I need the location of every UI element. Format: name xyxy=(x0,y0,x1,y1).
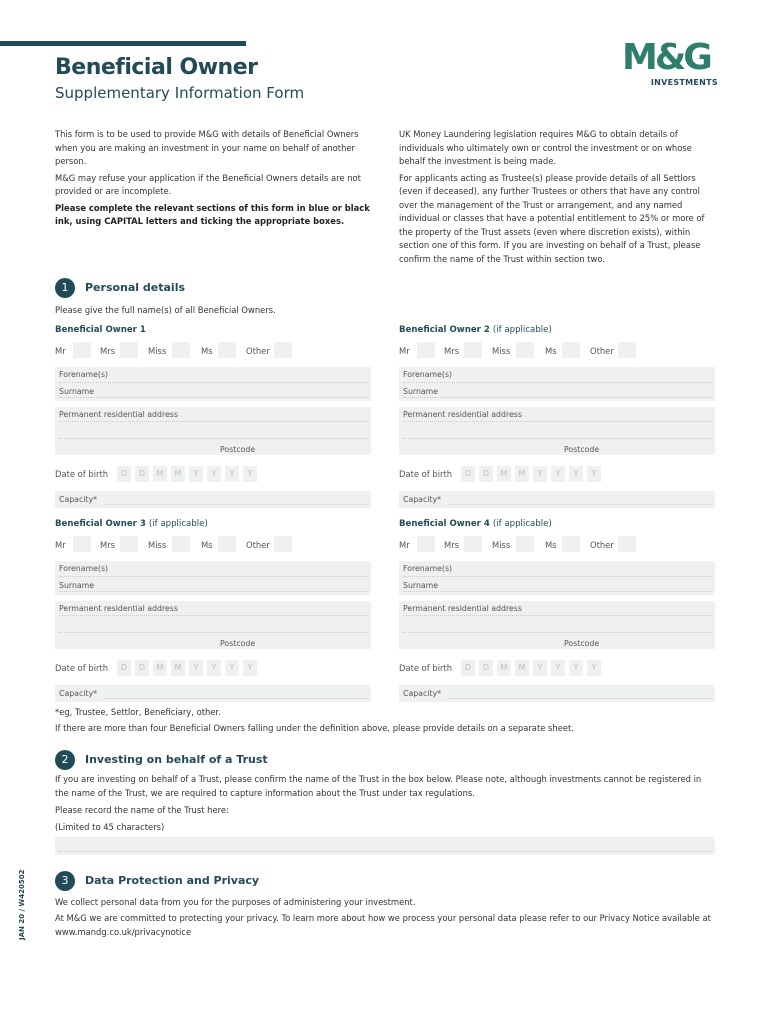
field-dotted-line xyxy=(59,421,367,422)
intro-paragraph: This form is to be used to provide M&G with details of Beneficial Owners when you are making an investment in your name on behalf of another person. xyxy=(55,129,359,166)
dob-digit-box[interactable]: Y xyxy=(207,660,221,676)
surname-label: Surname xyxy=(59,387,95,396)
privacy-notice-text: At M&G we are committed to protecting your privacy. To learn more about how we process your personal data please refer to our Privacy Notice available at www.mandg.co.uk/privacynotice xyxy=(55,913,711,937)
title-checkbox[interactable] xyxy=(172,536,190,552)
address-field[interactable] xyxy=(399,407,715,455)
title-checkbox[interactable] xyxy=(172,342,190,358)
logo-text: M&G xyxy=(622,37,710,78)
address-label: Permanent residential address xyxy=(403,410,522,419)
field-dotted-line xyxy=(59,615,367,616)
address-field[interactable] xyxy=(55,407,371,455)
forenames-label: Forename(s) xyxy=(59,564,109,573)
title-label: Other xyxy=(246,346,270,356)
beneficial-owner-2 xyxy=(399,324,715,509)
title-checkbox[interactable] xyxy=(516,342,534,358)
title-label: Mr xyxy=(399,540,410,550)
logo-subtext: INVESTMENTS xyxy=(650,78,718,87)
title-label: Mrs xyxy=(444,540,460,550)
field-dotted-line xyxy=(403,615,711,616)
dob-digit-box[interactable]: D xyxy=(117,660,131,676)
title-label: Mr xyxy=(55,540,66,550)
title-label: Other xyxy=(590,346,614,356)
title-checkbox[interactable] xyxy=(464,536,482,552)
dob-digit-box[interactable]: M xyxy=(497,660,511,676)
dob-digit-box[interactable]: Y xyxy=(551,660,565,676)
dob-digit-box[interactable]: Y xyxy=(189,466,203,482)
field-dotted-line xyxy=(403,591,711,592)
name-field[interactable] xyxy=(55,367,371,401)
title-label: Miss xyxy=(148,346,167,356)
dob-field[interactable] xyxy=(461,660,611,676)
page-subtitle: Supplementary Information Form xyxy=(55,84,305,102)
dob-digit-box[interactable]: M xyxy=(515,660,529,676)
dob-digit-box[interactable]: D xyxy=(461,466,475,482)
field-dotted-line xyxy=(59,397,367,398)
section1-instruction: Please give the full name(s) of all Beneficial Owners. xyxy=(55,305,276,315)
section-heading-3: Data Protection and Privacy xyxy=(85,874,260,887)
dob-label: Date of birth xyxy=(399,469,453,479)
owner-heading: Beneficial Owner 2 (if applicable) xyxy=(399,325,552,335)
section-heading-2: Investing on behalf of a Trust xyxy=(85,753,268,766)
title-checkbox[interactable] xyxy=(562,536,580,552)
section-heading-1: Personal details xyxy=(85,281,186,294)
field-dotted-line xyxy=(59,382,367,383)
capacity-field[interactable] xyxy=(399,491,715,508)
title-checkbox[interactable] xyxy=(274,342,292,358)
dob-field[interactable] xyxy=(461,466,611,482)
capacity-footnote: *eg, Trustee, Settlor, Beneficiary, other. xyxy=(55,707,221,717)
dob-digit-box[interactable]: M xyxy=(515,466,529,482)
title-checkbox[interactable] xyxy=(417,536,435,552)
dob-digit-box[interactable]: M xyxy=(171,660,185,676)
title-checkbox[interactable] xyxy=(464,342,482,358)
title-checkbox[interactable] xyxy=(618,342,636,358)
dob-digit-box[interactable]: M xyxy=(153,466,167,482)
section-number-3: 3 xyxy=(55,871,75,891)
title-label: Mrs xyxy=(100,346,116,356)
dob-digit-box[interactable]: Y xyxy=(551,466,565,482)
forenames-label: Forename(s) xyxy=(403,370,453,379)
capacity-field[interactable] xyxy=(399,685,715,702)
dob-digit-box[interactable]: D xyxy=(117,466,131,482)
title-label: Ms xyxy=(545,540,557,550)
field-dotted-line xyxy=(59,576,367,577)
title-checkbox[interactable] xyxy=(73,536,91,552)
capacity-label: Capacity* xyxy=(59,689,97,698)
title-label: Miss xyxy=(148,540,167,550)
dob-digit-box[interactable]: Y xyxy=(533,660,547,676)
title-checkbox[interactable] xyxy=(120,342,138,358)
forenames-label: Forename(s) xyxy=(403,564,453,573)
beneficial-owner-3 xyxy=(55,518,371,703)
name-field[interactable] xyxy=(55,561,371,595)
field-dotted-line xyxy=(105,698,367,699)
title-label: Other xyxy=(246,540,270,550)
title-checkbox[interactable] xyxy=(274,536,292,552)
capacity-field[interactable] xyxy=(55,685,371,702)
postcode-label: Postcode xyxy=(220,445,256,454)
surname-label: Surname xyxy=(403,387,439,396)
address-label: Permanent residential address xyxy=(59,410,178,419)
title-label: Other xyxy=(590,540,614,550)
dob-digit-box[interactable]: Y xyxy=(243,466,257,482)
postcode-label: Postcode xyxy=(220,639,256,648)
mg-logo xyxy=(622,37,718,88)
dob-digit-box[interactable]: Y xyxy=(569,466,583,482)
field-dotted-line xyxy=(59,851,711,852)
capacity-field[interactable] xyxy=(55,491,371,508)
field-dotted-line xyxy=(403,576,711,577)
title-label: Mrs xyxy=(444,346,460,356)
address-field[interactable] xyxy=(55,601,371,649)
dob-digit-box[interactable]: D xyxy=(135,466,149,482)
surname-label: Surname xyxy=(59,581,95,590)
dob-digit-box[interactable]: Y xyxy=(189,660,203,676)
forenames-label: Forename(s) xyxy=(59,370,109,379)
field-dotted-line xyxy=(105,504,367,505)
capacity-label: Capacity* xyxy=(403,689,441,698)
postcode-label: Postcode xyxy=(564,639,600,648)
dob-digit-box[interactable]: Y xyxy=(587,660,601,676)
title-label: Ms xyxy=(201,346,213,356)
title-label: Miss xyxy=(492,540,511,550)
intro-paragraph: M&G may refuse your application if the Beneficial Owners details are not provided or are incomplete. xyxy=(55,172,361,196)
form-reference-code: JAN 20 / W420502 xyxy=(18,869,26,940)
capacity-label: Capacity* xyxy=(403,495,441,504)
title-label: Mrs xyxy=(100,540,116,550)
surname-label: Surname xyxy=(403,581,439,590)
title-checkbox[interactable] xyxy=(218,536,236,552)
section-number-2: 2 xyxy=(55,750,75,770)
title-checkbox[interactable] xyxy=(417,342,435,358)
capacity-label: Capacity* xyxy=(59,495,97,504)
title-label: Ms xyxy=(545,346,557,356)
dob-digit-box[interactable]: D xyxy=(479,660,493,676)
top-accent-bar xyxy=(0,41,246,46)
section2-text: If you are investing on behalf of a Trust, please confirm the name of the Trust in the box below. Please note, although investments cannot be registered in the name of the Trust, we are required to capture information about the Trust under tax regulations. xyxy=(55,774,702,798)
owner-heading: Beneficial Owner 1 xyxy=(55,325,146,335)
owner-heading: Beneficial Owner 3 (if applicable) xyxy=(55,519,208,529)
title-checkbox[interactable] xyxy=(516,536,534,552)
intro-right xyxy=(399,128,714,266)
dob-digit-box[interactable]: M xyxy=(497,466,511,482)
title-checkbox[interactable] xyxy=(562,342,580,358)
beneficial-owner-1 xyxy=(55,324,371,509)
field-dotted-line xyxy=(403,397,711,398)
field-dotted-line xyxy=(403,438,711,439)
title-label: Mr xyxy=(55,346,66,356)
dob-digit-box[interactable]: D xyxy=(479,466,493,482)
title-checkbox[interactable] xyxy=(120,536,138,552)
dob-digit-box[interactable]: Y xyxy=(569,660,583,676)
section3-text: We collect personal data from you for the purposes of administering your investment. xyxy=(55,897,416,907)
trust-name-field[interactable] xyxy=(55,837,715,855)
dob-digit-box[interactable]: D xyxy=(461,660,475,676)
field-dotted-line xyxy=(403,632,711,633)
name-field[interactable] xyxy=(399,561,715,595)
dob-field[interactable] xyxy=(117,466,267,482)
dob-label: Date of birth xyxy=(399,663,453,673)
field-dotted-line xyxy=(449,504,711,505)
dob-digit-box[interactable]: Y xyxy=(207,466,221,482)
dob-label: Date of birth xyxy=(55,663,109,673)
section-number-1: 1 xyxy=(55,278,75,298)
dob-digit-box[interactable]: Y xyxy=(243,660,257,676)
field-dotted-line xyxy=(59,438,367,439)
dob-field[interactable] xyxy=(117,660,267,676)
additional-owners-note: If there are more than four Beneficial Owners falling under the definition above, please provide details on a separate sheet. xyxy=(55,723,574,733)
dob-digit-box[interactable]: M xyxy=(153,660,167,676)
dob-digit-box[interactable]: M xyxy=(171,466,185,482)
field-dotted-line xyxy=(449,698,711,699)
title-checkbox[interactable] xyxy=(218,342,236,358)
title-checkbox[interactable] xyxy=(618,536,636,552)
address-label: Permanent residential address xyxy=(403,604,522,613)
dob-digit-box[interactable]: Y xyxy=(587,466,601,482)
address-field[interactable] xyxy=(399,601,715,649)
page-title: Beneficial Owner xyxy=(55,55,258,80)
dob-digit-box[interactable]: Y xyxy=(533,466,547,482)
section2-prompt: Please record the name of the Trust here: xyxy=(55,805,229,815)
owner-heading: Beneficial Owner 4 (if applicable) xyxy=(399,519,552,529)
dob-label: Date of birth xyxy=(55,469,109,479)
title-label: Miss xyxy=(492,346,511,356)
title-checkbox[interactable] xyxy=(73,342,91,358)
postcode-label: Postcode xyxy=(564,445,600,454)
dob-digit-box[interactable]: D xyxy=(135,660,149,676)
intro-left xyxy=(55,128,370,229)
field-dotted-line xyxy=(59,591,367,592)
field-dotted-line xyxy=(403,382,711,383)
dob-digit-box[interactable]: Y xyxy=(225,466,239,482)
intro-instruction: Please complete the relevant sections of this form in blue or black ink, using CAPITAL letters and ticking the appropriate boxes. xyxy=(55,202,370,226)
title-label: Mr xyxy=(399,346,410,356)
field-dotted-line xyxy=(59,632,367,633)
address-label: Permanent residential address xyxy=(59,604,178,613)
intro-paragraph: UK Money Laundering legislation requires M&G to obtain details of individuals who ultimately own or control the investment or on whose behalf the investment is being made. xyxy=(399,129,692,166)
title-label: Ms xyxy=(201,540,213,550)
beneficial-owner-4 xyxy=(399,518,715,703)
field-dotted-line xyxy=(403,421,711,422)
intro-paragraph: For applicants acting as Trustee(s) please provide details of all Settlors (even if deceased), any further Trustees or others that have any control over the management of the Trust or arrangement, and any named individual or classes that have a potential entitlement to 25% or more of the property of the Trust assets (even where discretion exists), within section one of this form. If you are investing on behalf of a Trust, please confirm the name of the Trust within section two. xyxy=(399,172,705,264)
dob-digit-box[interactable]: Y xyxy=(225,660,239,676)
name-field[interactable] xyxy=(399,367,715,401)
section2-limit: (Limited to 45 characters) xyxy=(55,822,165,832)
